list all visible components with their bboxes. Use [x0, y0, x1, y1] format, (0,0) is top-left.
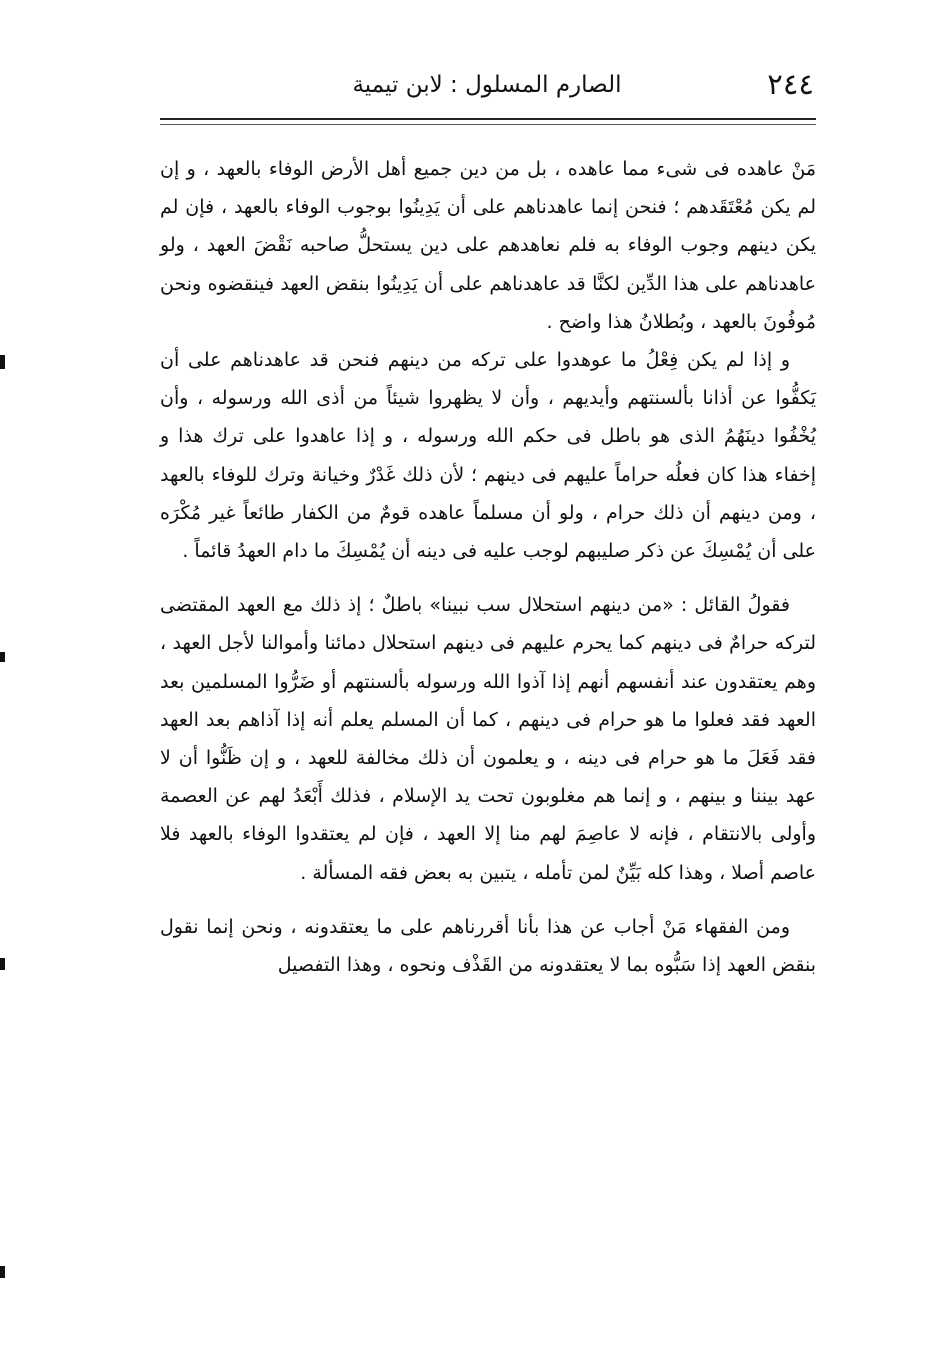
- paragraph: مَنْ عاهده فى شىء مما عاهده ، بل من دين جميع أهل الأرض الوفاء بالعهد ، و إن لم يكن مُعْتَقَدهم ؛ فنحن إنما عاهدناهم على أن يَدِينُوا بوجوب الوفاء بالعهد ، فإن لم يكن دينهم وجوب الوفاء به فلم نعاهدهم على دين يستحلُّ صاحبه نَقْضَ العهد ، ولو عاهدناهم على هذا الدِّين لكنَّا قد عاهدناهم على أن يَدِينُوا بنقض العهد فينقضوه ونحن مُوفُونَ بالعهد ، وبُطلانُ هذا واضح .: [160, 158, 816, 333]
- header-rule-thin: [160, 124, 816, 125]
- body-text: [160, 150, 816, 984]
- scan-edge-mark: [0, 1266, 5, 1278]
- scan-edge-mark: [0, 355, 5, 369]
- scan-edge-mark: [0, 652, 5, 662]
- header-rule: [160, 118, 816, 120]
- running-title: الصارم المسلول : لابن تيمية: [352, 72, 622, 98]
- page-header: [160, 66, 814, 106]
- paragraph: فقولُ القائل : «من دينهم استحلال سب نبينا» باطلٌ ؛ إذ ذلك مع العهد المقتضى لتركه حرامٌ فى دينهم كما يحرم عليهم فى دينهم استحلال دمائنا وأموالنا لأجل العهد ، وهم يعتقدون عند أنفسهم أنهم إذا آذوا الله ورسوله بألسنتهم أو ضَرُّوا المسلمين بعد العهد فقد فعلوا ما هو حرام فى دينهم ، كما أن المسلم يعلم أنه إذا آذاهم بعد العهد فقد فَعَلَ ما هو حرام فى دينه ، و يعلمون أن ذلك مخالفة للعهد ، و إن ظَنُّوا أن لا عهد بيننا و بينهم ، و إنما هم مغلوبون تحت يد الإسلام ، فذلك أَبْعَدُ لهم عن العصمة وأولى بالانتقام ، فإنه لا عاصِمَ لهم منا إلا العهد ، فإن لم يعتقدوا الوفاء بالعهد فلا عاصم أصلا ، وهذا كله بَيِّنٌ لمن تأمله ، يتبين به بعض فقه المسألة .: [160, 594, 816, 884]
- paragraph: ومن الفقهاء مَنْ أجاب عن هذا بأنا أقررناهم على ما يعتقدونه ، ونحن إنما نقول بنقض العهد إذا سَبُّوه بما لا يعتقدونه من القَذْف ونحوه ، وهذا التفصيل: [160, 915, 816, 977]
- paragraph: و إذا لم يكن فِعْلُ ما عوهدوا على تركه من دينهم فنحن قد عاهدناهم على أن يَكفُّوا عن أذانا بألسنتهم وأيديهم ، وأن لا يظهروا شيئاً من أذى الله ورسوله ، وأن يُخْفُوا دينَهُمُ الذى هو باطل فى حكم الله ورسوله ، و إذا عاهدوا على ترك هذا و إخفاء هذا كان فعلُه حراماً عليهم فى دينهم ؛ لأن ذلك غَدْرٌ وخيانة وترك للوفاء بالعهد ، ومن دينهم أن ذلك حرام ، ولو أن مسلماً عاهده قومٌ من الكفار طائعاً غير مُكْرَه على أن يُمْسِكَ عن ذكر صليبهم لوجب عليه فى دينه أن يُمْسِكَ ما دام العهدُ قائماً .: [160, 349, 816, 563]
- scan-edge-mark: [0, 958, 5, 970]
- page-number: ٢٤٤: [767, 67, 814, 101]
